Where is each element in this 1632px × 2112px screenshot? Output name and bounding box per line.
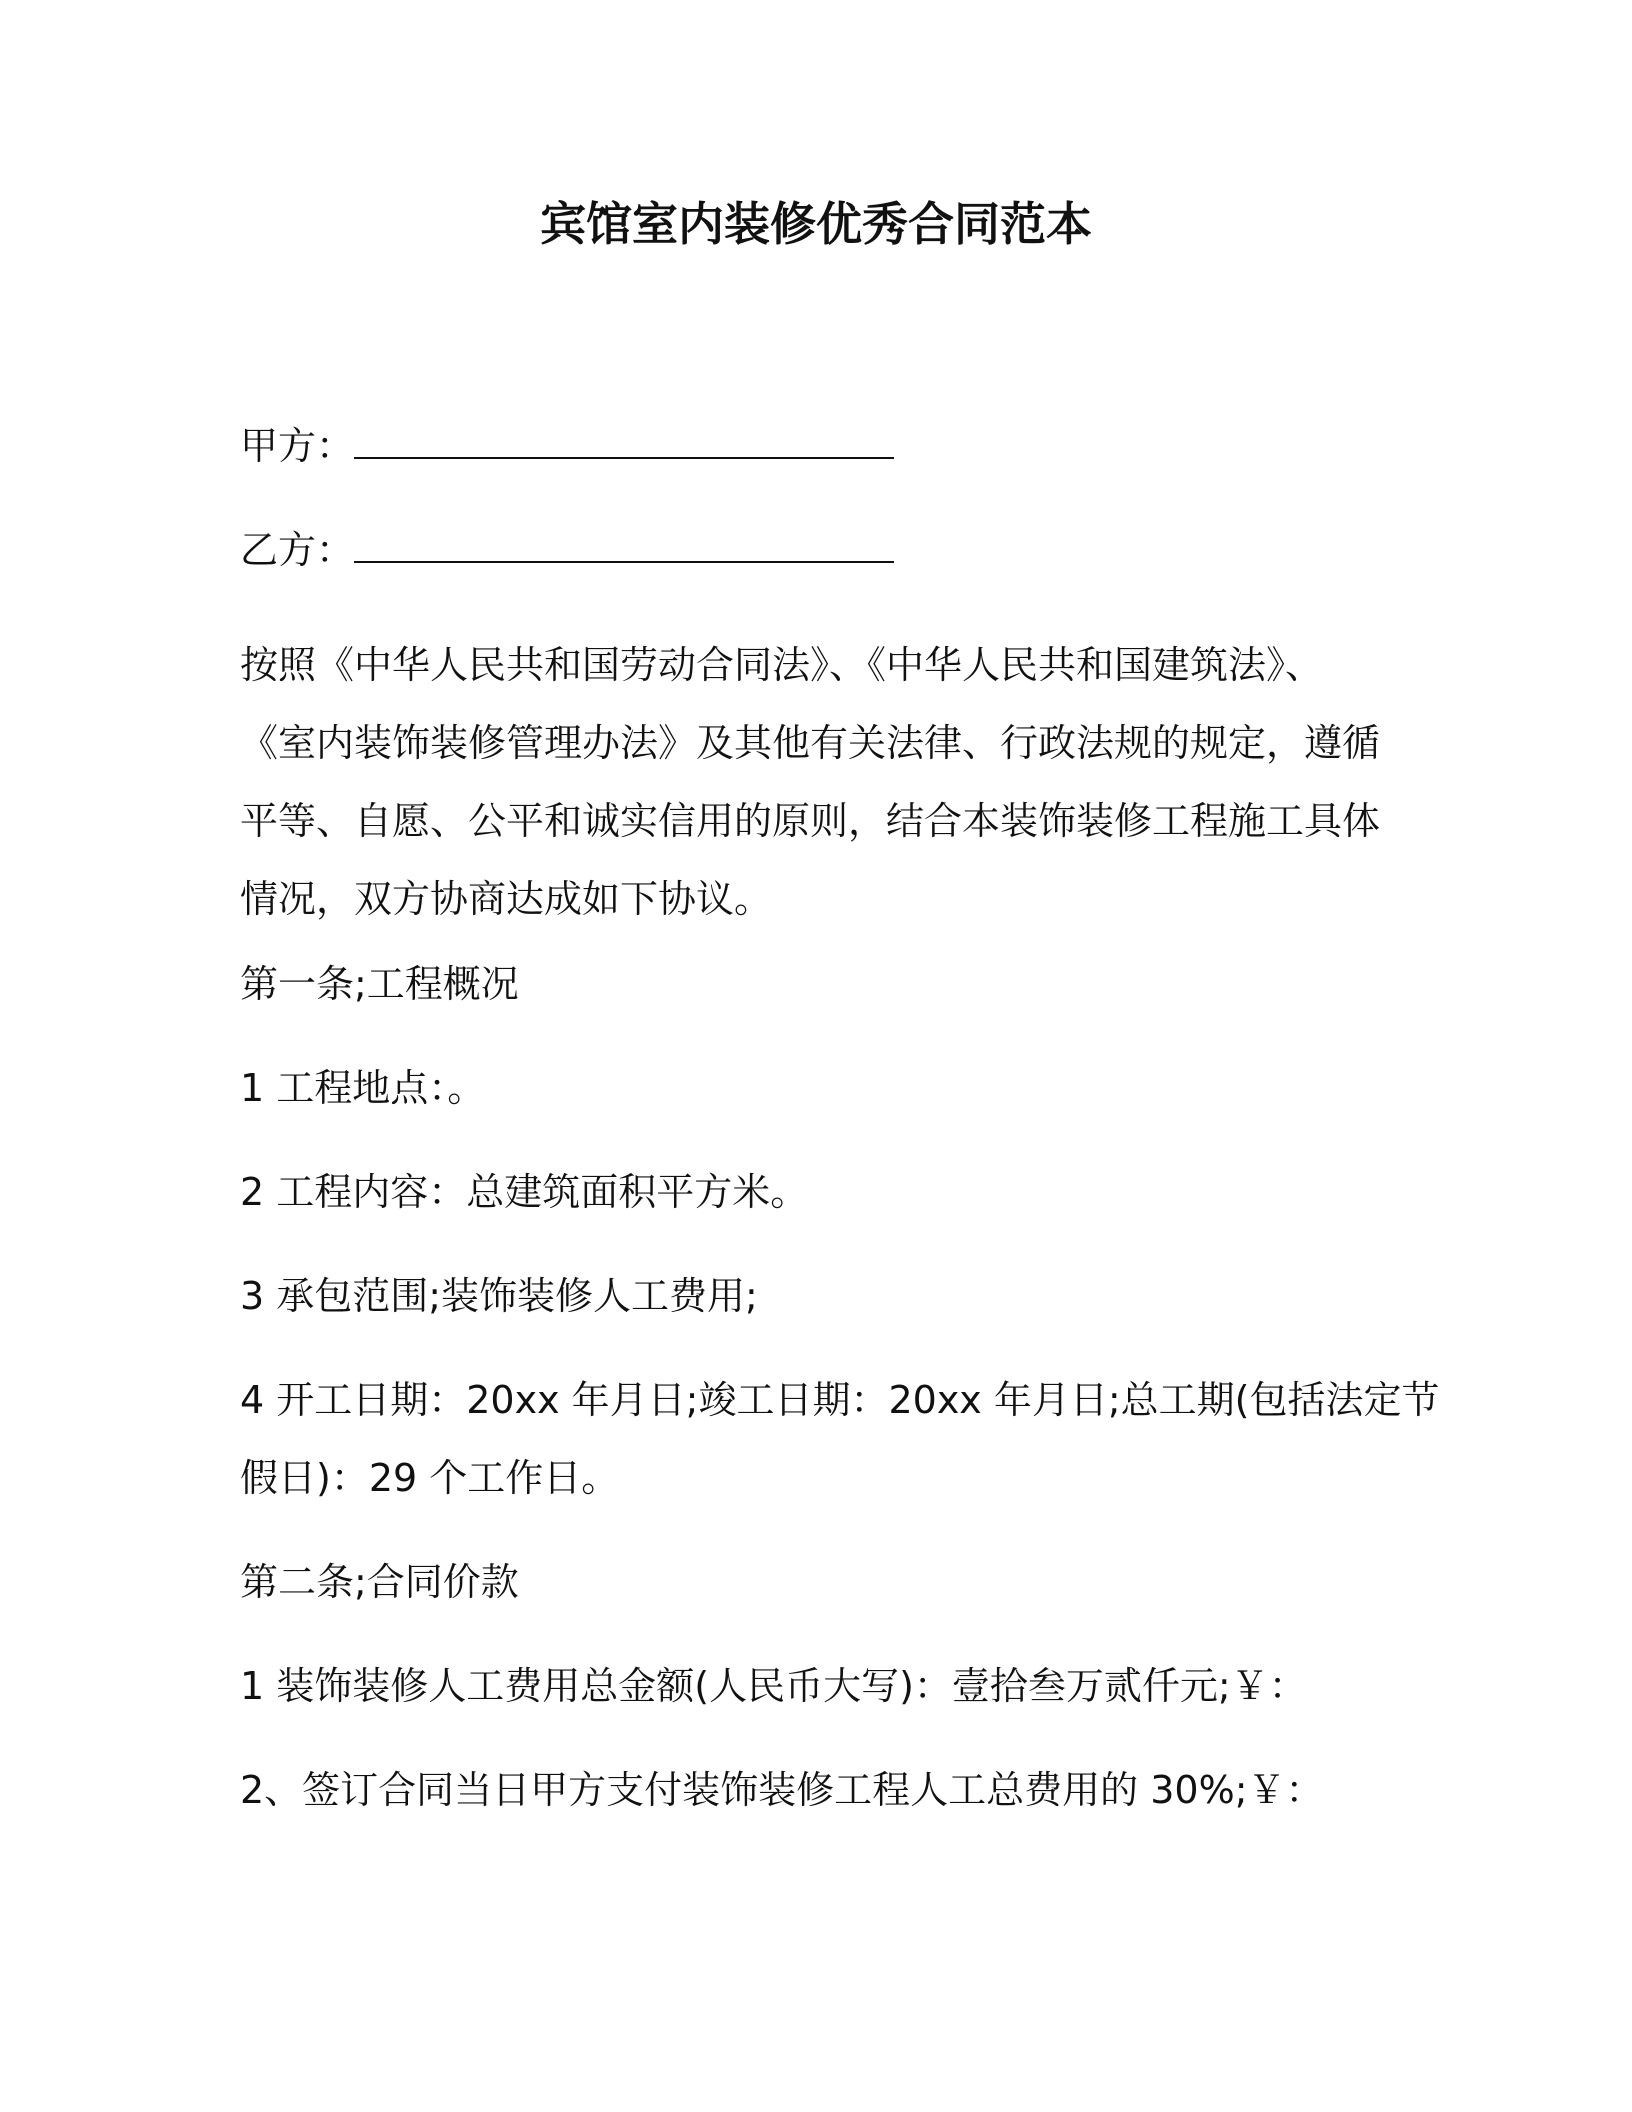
article2-heading: 第二条;合同价款	[240, 1560, 519, 1604]
party-b-label: 乙方：	[240, 528, 355, 572]
intro-line-1: 按照《中华人民共和国劳动合同法》、《中华人民共和国建筑法》、	[240, 643, 1324, 687]
party-a-blank	[354, 423, 894, 459]
intro-line-4: 情况，双方协商达成如下协议。	[240, 877, 773, 921]
party-a-label: 甲方：	[240, 424, 355, 468]
intro-paragraph	[240, 626, 1400, 938]
party-a-line	[240, 422, 894, 470]
article2-item1: 1 装饰装修人工费用总金额(人民币大写)：壹拾叁万贰仟元;￥：	[240, 1664, 1307, 1708]
intro-line-3: 平等、自愿、公平和诚实信用的原则，结合本装饰装修工程施工具体	[240, 799, 1381, 843]
article2-item2: 2、签订合同当日甲方支付装饰装修工程人工总费用的 30%;￥：	[240, 1768, 1324, 1812]
article1-item1: 1 工程地点：。	[240, 1066, 486, 1110]
intro-line-2: 《室内装饰装修管理办法》及其他有关法律、行政法规的规定，遵循	[240, 721, 1381, 765]
article1-item4-line2: 假日)：29 个工作日。	[240, 1456, 620, 1500]
party-b-line	[240, 526, 894, 574]
article1-item3: 3 承包范围;装饰装修人工费用;	[240, 1274, 758, 1318]
article1-heading: 第一条;工程概况	[240, 962, 519, 1006]
document-title: 宾馆室内装修优秀合同范本	[540, 197, 1092, 251]
article1-item4-line1: 4 开工日期：20xx 年月日;竣工日期：20xx 年月日;总工期(包括法定节	[240, 1378, 1440, 1422]
article1-item2: 2 工程内容：总建筑面积平方米。	[240, 1170, 809, 1214]
party-b-blank	[354, 527, 894, 563]
